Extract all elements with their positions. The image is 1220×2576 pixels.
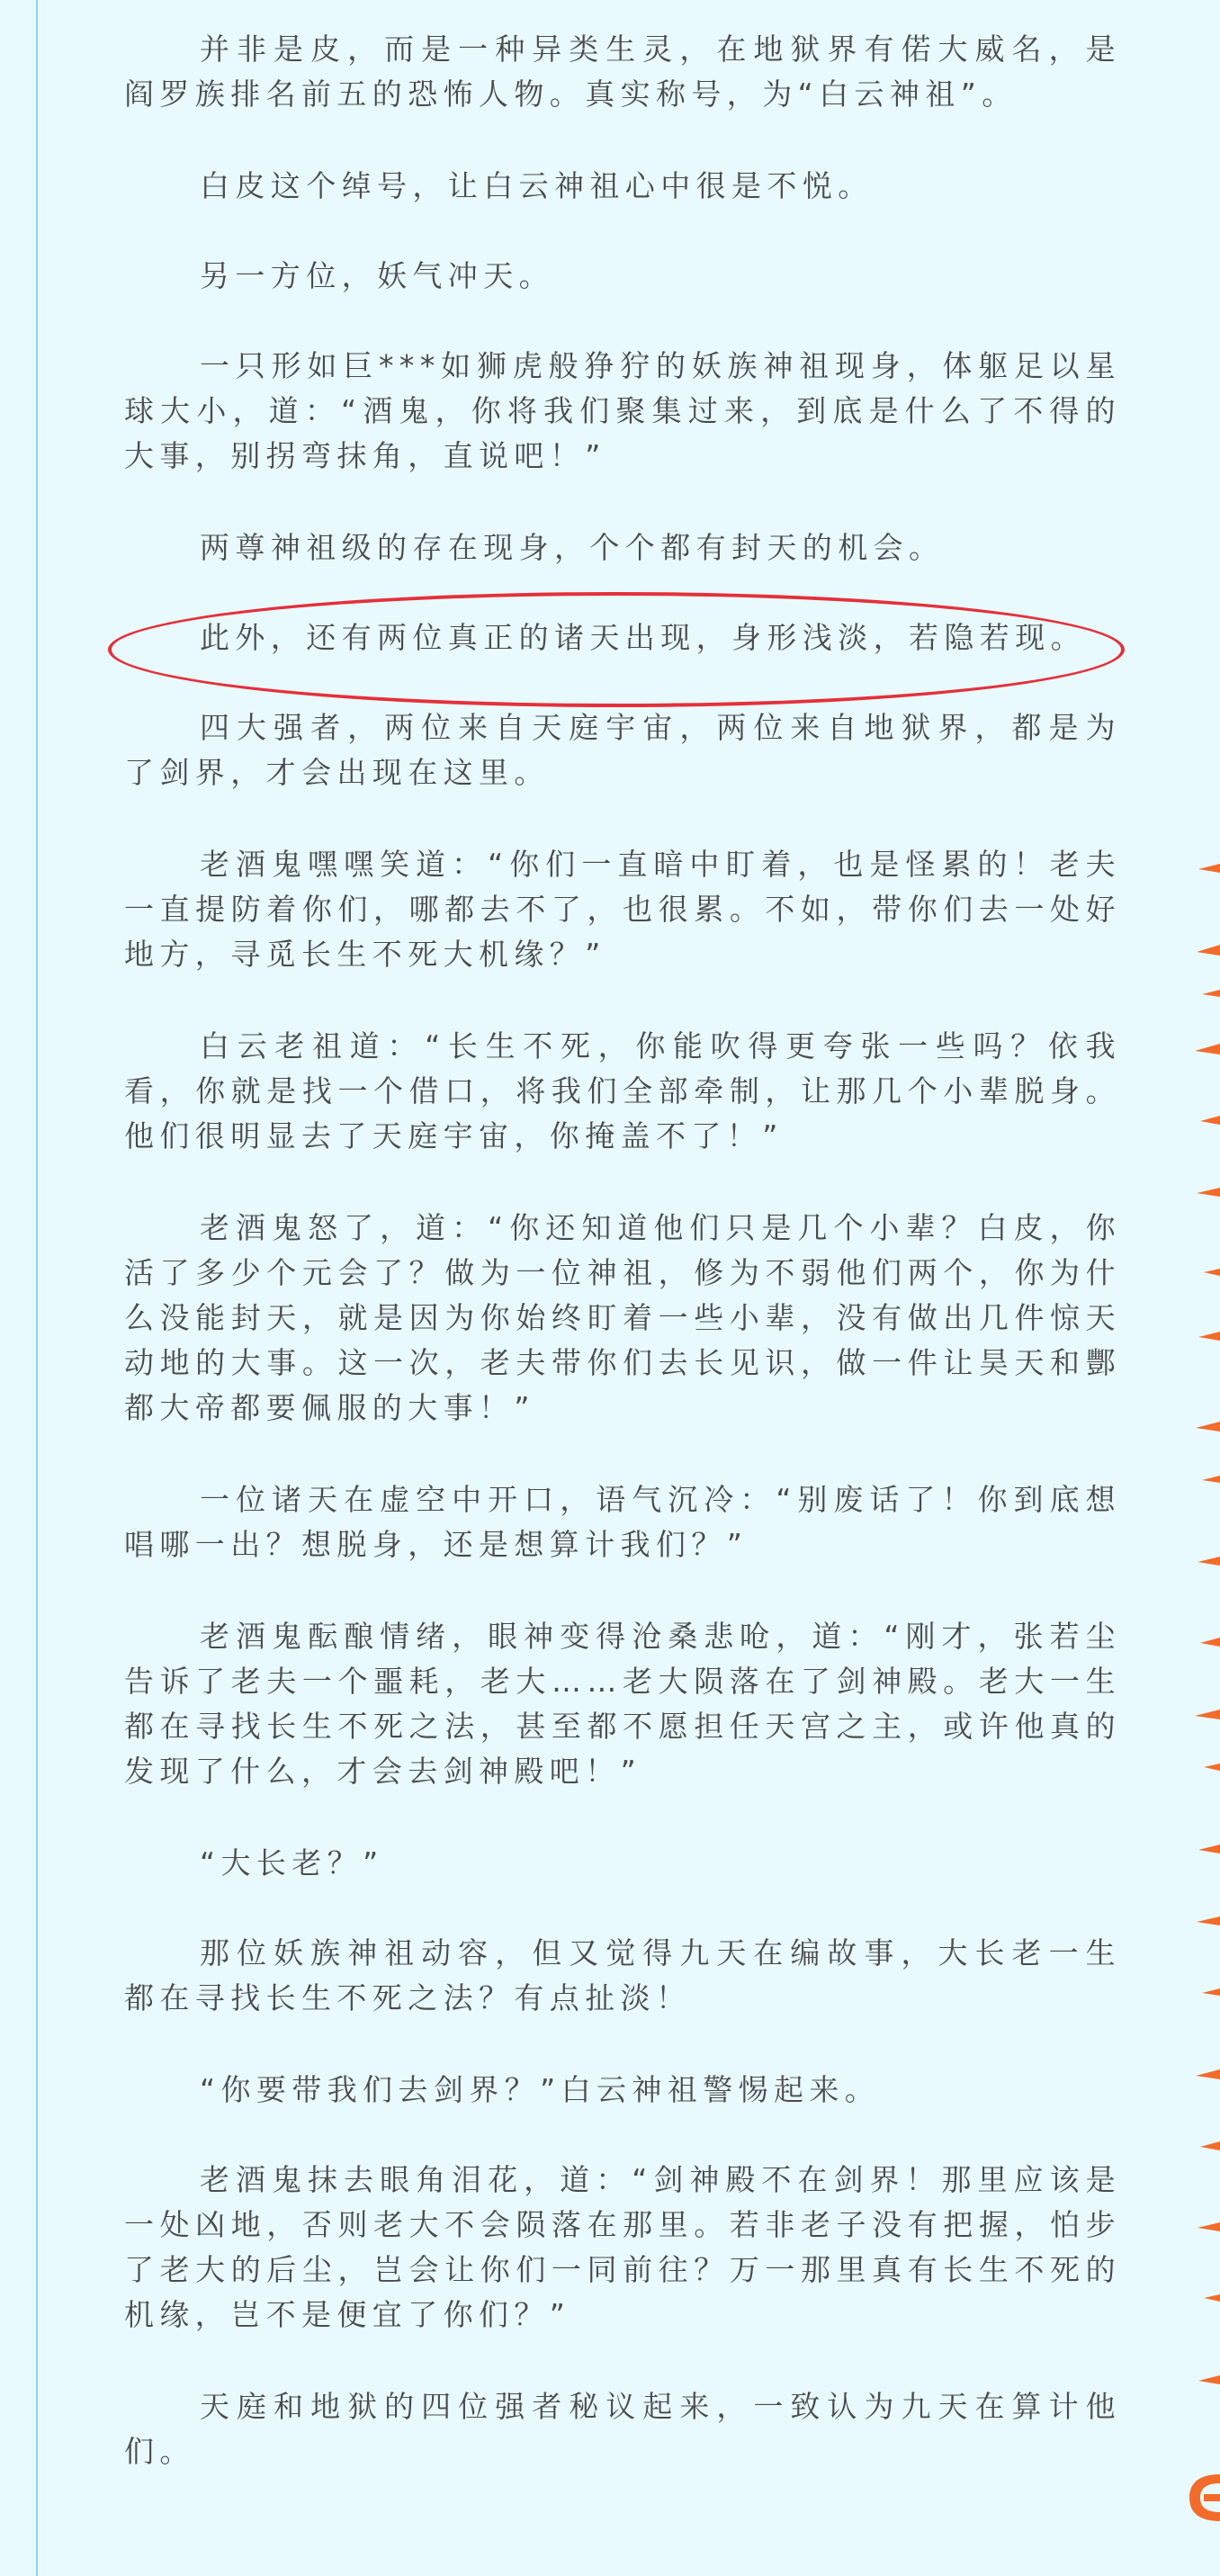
paragraph-10: 老酒鬼怒了，道：“你还知道他们只是几个小辈？白皮，你活了多少个元会了？做为一位神祖，修为不弱他们两个，你为什么没能封天，就是因为你始终盯着一些小辈，没有做出几件惊天动地的大事。这一次，老夫带你们去长见识，做一件让昊天和酆都大帝都要佩服的大事！” — [124, 1210, 1121, 1425]
paragraph-1: 并非是皮，而是一种异类生灵，在地狱界有偌大威名，是阎罗族排名前五的恐怖人物。真实称号，为“白云神祖”。 — [124, 31, 1121, 112]
page-left-border — [36, 0, 38, 2576]
paragraph-4: 一只形如巨***如狮虎般狰狞的妖族神祖现身，体躯足以星球大小，道：“酒鬼，你将我们聚集过来，到底是什么了不得的大事，别拐弯抹角，直说吧！” — [124, 348, 1121, 473]
paragraph-2: 白皮这个绰号，让白云神祖心中很是不悦。 — [200, 168, 874, 203]
paragraph-12: 老酒鬼酝酿情绪，眼神变得沧桑悲呛，道：“刚才，张若尘告诉了老夫一个噩耗，老大……老大陨落在了剑神殿。老大一生都在寻找长生不死之法，甚至都不愿担任天宫之主，或许他真的发现了什么，才会去剑神殿吧！” — [124, 1619, 1121, 1789]
paragraph-17: 天庭和地狱的四位强者秘议起来，一致认为九天在算计他们。 — [124, 2389, 1121, 2469]
paragraph-5: 两尊神祖级的存在现身，个个都有封天的机会。 — [200, 530, 945, 565]
paragraph-14: 那位妖族神祖动容，但又觉得九天在编故事，大长老一生都在寻找长生不死之法？有点扯淡！ — [124, 1935, 1121, 2015]
paragraph-9: 白云老祖道：“长生不死，你能吹得更夸张一些吗？依我看，你就是找一个借口，将我们全部牵制，让那几个小辈脱身。他们很明显去了天庭宇宙，你掩盖不了！” — [124, 1028, 1121, 1153]
highlight-ellipse — [108, 592, 1125, 707]
paragraph-8: 老酒鬼嘿嘿笑道：“你们一直暗中盯着，也是怪累的！老夫一直提防着你们，哪都去不了，也很累。不如，带你们去一处好地方，寻觅长生不死大机缘？” — [124, 847, 1121, 972]
article-body — [124, 27, 1121, 2521]
paragraph-16: 老酒鬼抹去眼角泪花，道：“剑神殿不在剑界！那里应该是一处凶地，否则老大不会陨落在那里。若非老子没有把握，怕步了老大的后尘，岂会让你们一同前往？万一那里真有长生不死的机缘，岂不是便宜了你们？” — [124, 2162, 1121, 2332]
paragraph-13: “大长老？” — [200, 1845, 384, 1880]
paragraph-15: “你要带我们去剑界？”白云神祖警惕起来。 — [200, 2072, 881, 2107]
paragraph-6-highlighted: 此外，还有两位真正的诸天出现，身形浅淡，若隐若现。 — [200, 620, 1086, 655]
paragraph-11: 一位诸天在虚空中开口，语气沉冷：“别废话了！你到底想唱哪一出？想脱身，还是想算计我们？” — [124, 1482, 1121, 1562]
right-edge-decoration — [1193, 846, 1220, 2576]
corner-logo-mark — [1184, 2465, 1220, 2528]
paragraph-3: 另一方位，妖气冲天。 — [200, 258, 554, 293]
paragraph-7: 四大强者，两位来自天庭宇宙，两位来自地狱界，都是为了剑界，才会出现在这里。 — [124, 710, 1121, 790]
